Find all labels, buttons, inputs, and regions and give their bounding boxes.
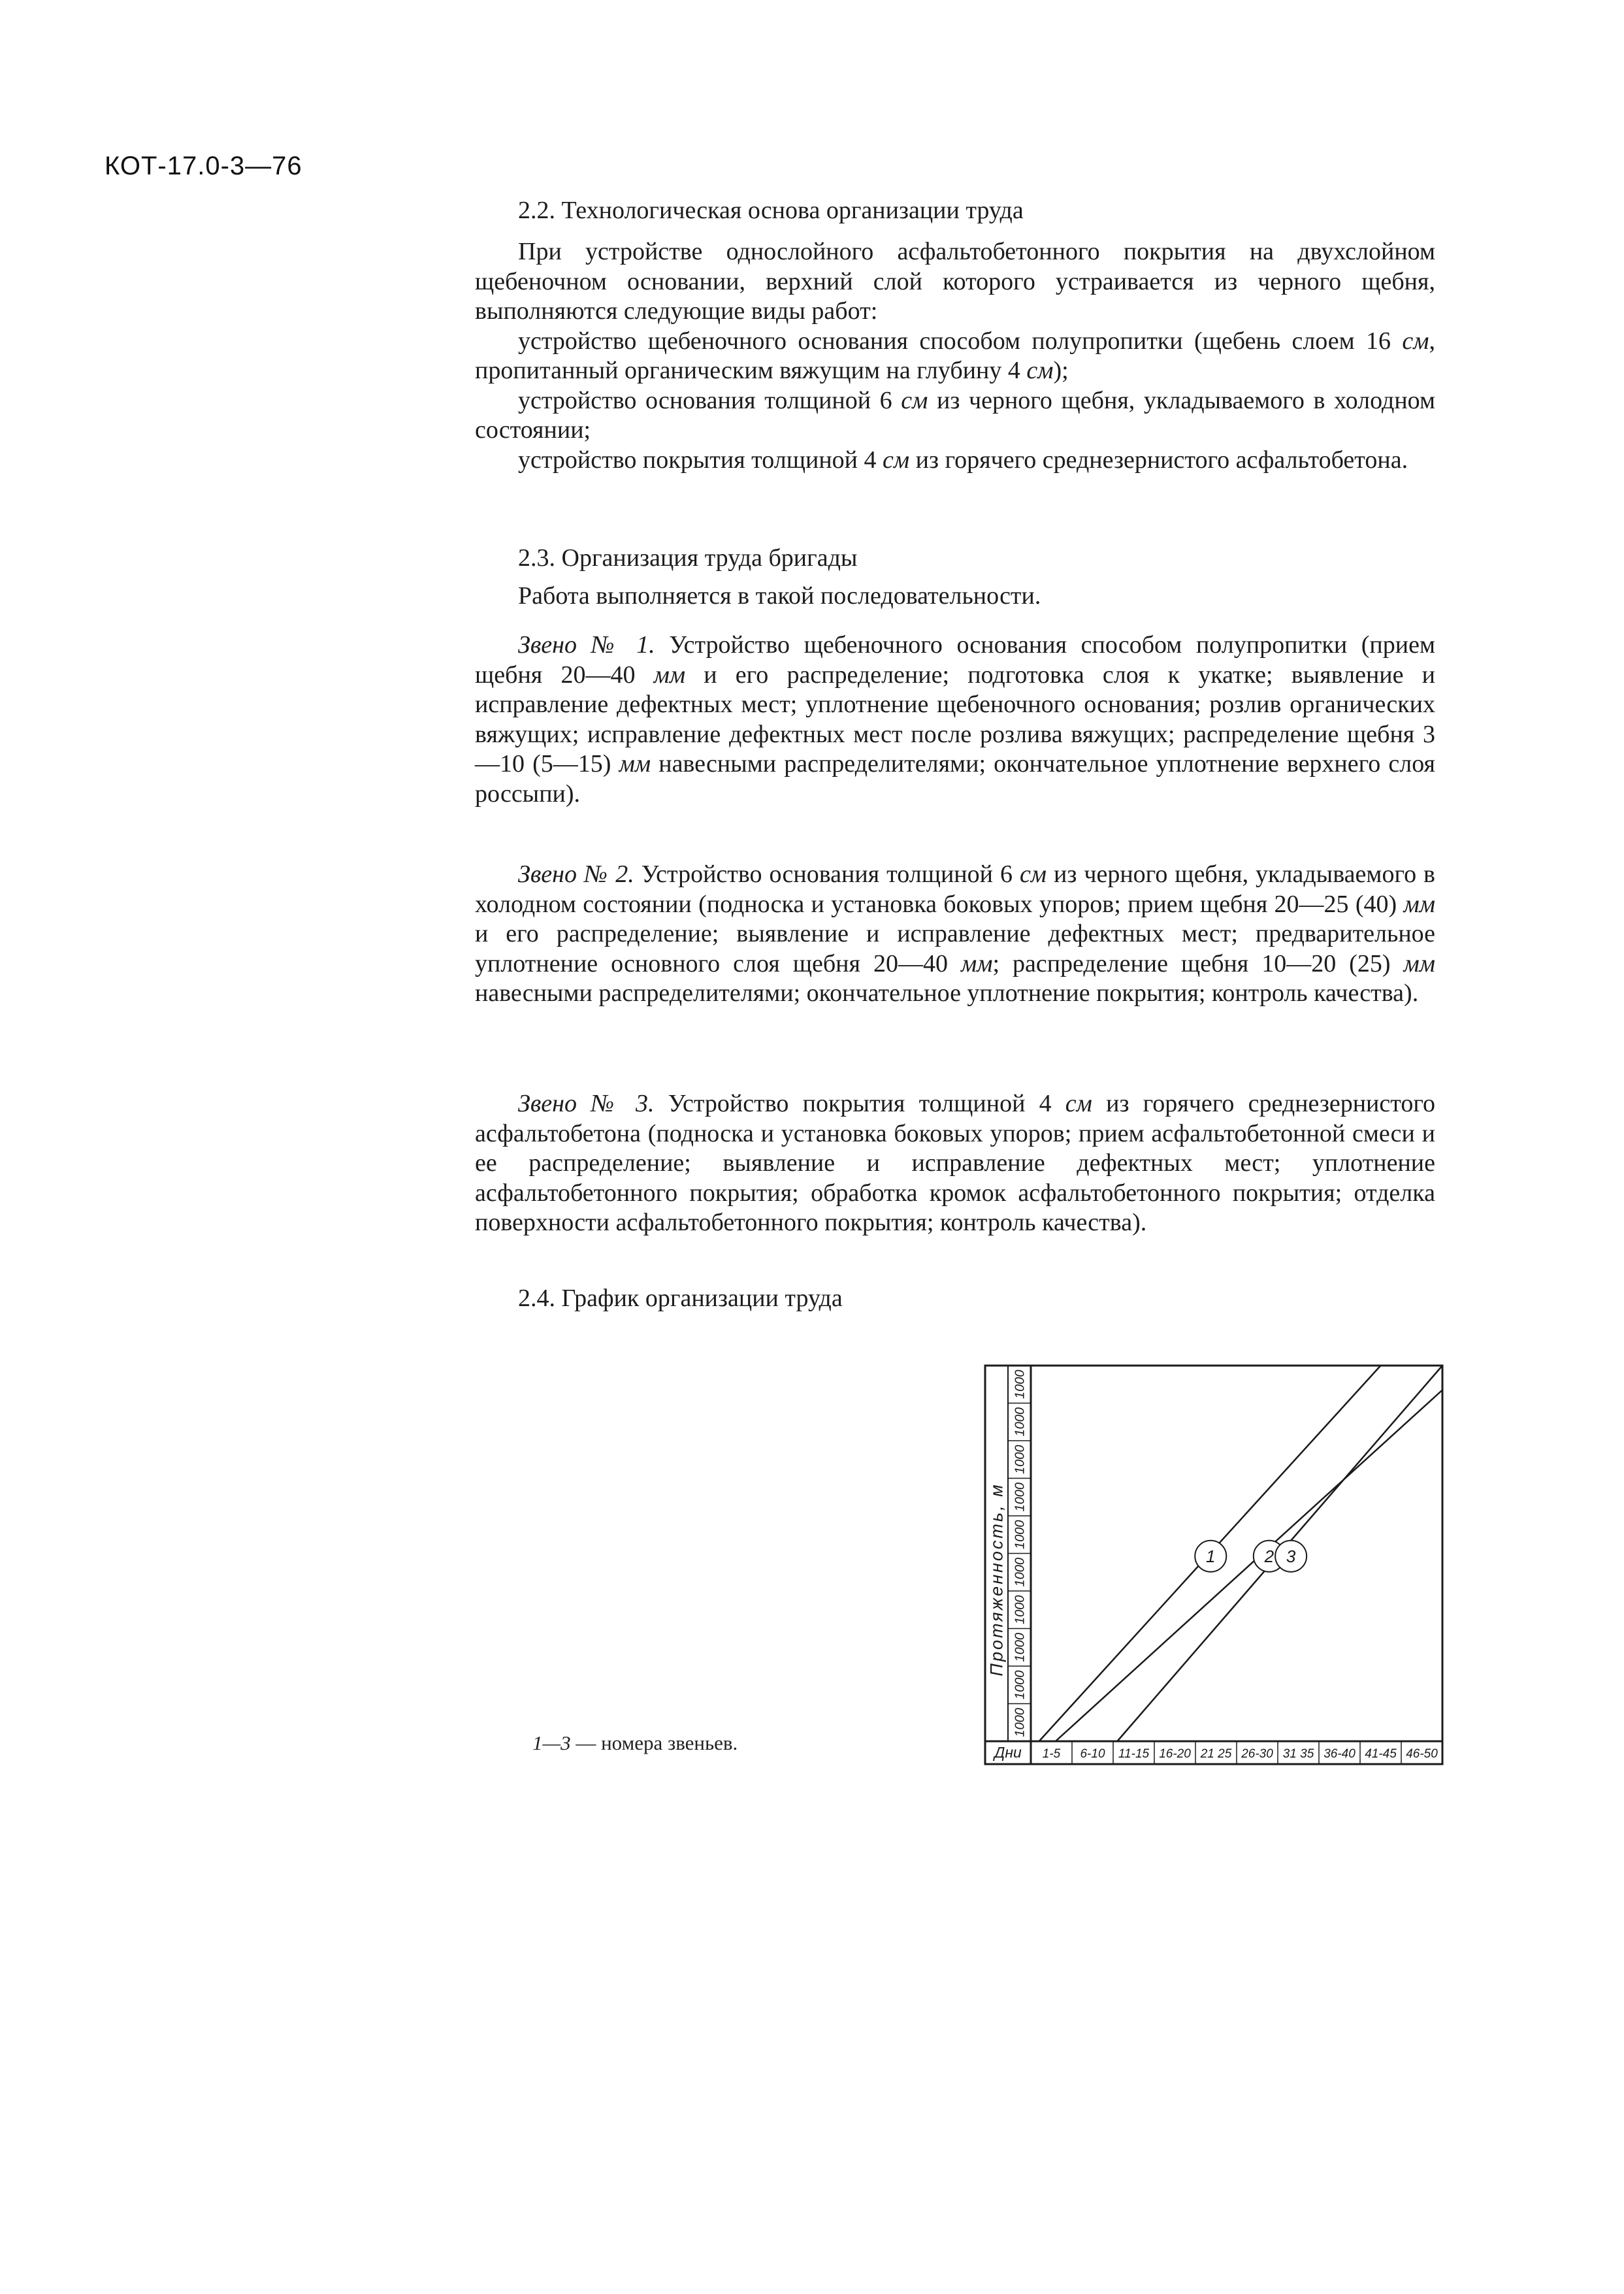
y-tick-label: 1000 — [1013, 1483, 1028, 1512]
x-tick-label: 6-10 — [1080, 1747, 1105, 1761]
x-tick-label: 46-50 — [1406, 1747, 1438, 1761]
y-tick-label: 1000 — [1013, 1595, 1028, 1624]
work-item-3: устройство покрытия толщиной 4 см из горячего среднезернистого асфальтобетона. — [518, 446, 1408, 474]
series-marker-label: 3 — [1286, 1546, 1296, 1566]
work-schedule-chart — [972, 1362, 1449, 1780]
chart-caption: 1—3 — номера звеньев. — [532, 1731, 738, 1754]
link-1-label: Звено № 1. — [518, 631, 655, 659]
work-item-2: устройство основания толщиной 6 см из черного щебня, укладываемого в холодном состоянии; — [475, 386, 1435, 444]
section-2-4-heading: 2.4. График организации труда — [518, 1285, 843, 1312]
x-tick-label: 16-20 — [1159, 1747, 1191, 1761]
section-2-2-body — [475, 237, 1435, 475]
x-tick-label: 41-45 — [1365, 1747, 1397, 1761]
link-2-label: Звено № 2. — [518, 860, 634, 888]
x-tick-label: 1-5 — [1042, 1747, 1061, 1761]
y-tick-label: 1000 — [1013, 1407, 1028, 1437]
series-line-2 — [1056, 1390, 1442, 1741]
x-axis-title: Дни — [994, 1744, 1022, 1761]
x-tick-label: 26-30 — [1241, 1747, 1273, 1761]
x-tick-label: 11-15 — [1118, 1747, 1150, 1761]
x-tick-label: 21 25 — [1200, 1747, 1232, 1761]
y-tick-label: 1000 — [1013, 1633, 1028, 1662]
document-code: КОТ-17.0-3—76 — [105, 152, 302, 180]
y-tick-label: 1000 — [1013, 1708, 1028, 1737]
y-tick-label: 1000 — [1013, 1445, 1028, 1474]
link-2-paragraph: Звено № 2. Устройство основания толщиной 6 см из черного щебня, укладываемого в холодном состоянии (подноска и установка боковых упоров; прием щебня 20—25 (40) мм и его распределение; выявление и исправление дефектных мест; предварительное уплотнение основного слоя щебня 20—40 мм; распределение щебня 10—20 (25) мм навесными распределителями; окончательное уплотнение покрытия; контроль качества). — [475, 860, 1436, 1007]
y-tick-label: 1000 — [1013, 1520, 1028, 1549]
link-3-label: Звено № 3. — [518, 1090, 655, 1117]
y-tick-label: 1000 — [1013, 1670, 1028, 1699]
section-2-3-intro: Работа выполняется в такой последовательности. — [518, 582, 1041, 610]
series-marker-label: 2 — [1264, 1546, 1275, 1566]
work-item-1: устройство щебеночного основания способом полупропитки (щебень слоем 16 см, пропитанный органическим вяжущим на глубину 4 см); — [475, 327, 1435, 384]
section-2-3-heading: 2.3. Организация труда бригады — [518, 544, 858, 572]
link-1-paragraph: Звено № 1. Устройство щебеночного основания способом полупропитки (прием щебня 20—40 мм и его распределение; подготовка слоя к укатке; выявление и исправление дефектных мест; уплотнение щебеночного основания; розлив органических вяжущих; исправление дефектных мест после розлива вяжущих; распределение щебня 3—10 (5—15) мм навесными распределителями; окончательное уплотнение верхнего слоя россыпи). — [475, 631, 1436, 808]
y-tick-label: 1000 — [1013, 1558, 1028, 1587]
y-tick-label: 1000 — [1013, 1369, 1028, 1399]
series-marker-label: 1 — [1206, 1546, 1216, 1566]
y-axis-title: Протяженность, м — [986, 1483, 1007, 1677]
link-3-paragraph: Звено № 3. Устройство покрытия толщиной 4 см из горячего среднезернистого асфальтобетона (подноска и установка боковых упоров; прием асфальтобетонной смеси и ее распределение; выявление и исправление дефектных мест; уплотнение асфальтобетонного покрытия; обработка кромок асфальтобетонного покрытия; отделка поверхности асфальтобетонного покрытия; контроль качества). — [475, 1090, 1435, 1236]
section-2-2-intro: При устройстве однослойного асфальтобетонного покрытия на двухслойном щебеночном основании, верхний слой которого устраивается из черного щебня, выполняются следующие виды работ: — [475, 238, 1435, 325]
x-tick-label: 31 35 — [1282, 1747, 1314, 1761]
x-tick-label: 36-40 — [1324, 1747, 1356, 1761]
section-2-2-heading: 2.2. Технологическая основа организации труда — [518, 197, 1024, 224]
